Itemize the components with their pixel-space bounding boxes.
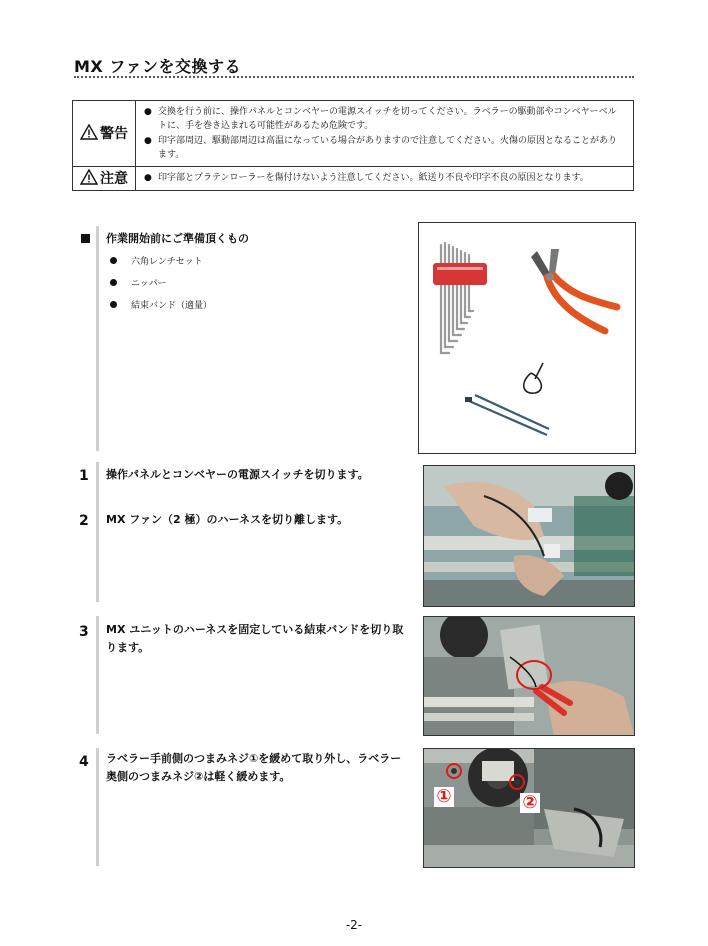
callout-2: ② — [520, 793, 540, 813]
page-number: -2- — [345, 918, 363, 932]
caution-label-cell — [73, 167, 136, 191]
bullet-icon — [110, 301, 117, 308]
page-title: MX ファンを交換する — [74, 57, 242, 76]
warning-table — [72, 100, 634, 191]
bullet-icon — [110, 279, 117, 286]
warning-label: 警告 — [100, 126, 128, 142]
bullet-icon: ● — [144, 136, 152, 146]
step-text: MX ファン（2 極）のハーネスを切り離します。 — [106, 513, 349, 526]
section-bar — [96, 462, 99, 602]
step-number: 1 — [79, 468, 89, 484]
section-bar — [96, 616, 99, 734]
step-text: MX ユニットのハーネスを固定している結束バンドを切り取ります。 — [106, 623, 404, 654]
caution-content — [136, 167, 634, 191]
step-number: 2 — [79, 513, 89, 529]
tool-item: ニッパー — [110, 276, 167, 289]
caution-label: 注意 — [100, 171, 128, 187]
warning-item: ● 交換を行う前に、操作パネルとコンベヤーの電源スイッチを切ってください。ラベラーの駆動部やコンベヤーベルトに、手を巻き込まれる可能性があるため危険です。 — [144, 107, 617, 131]
bullet-icon — [110, 257, 117, 264]
cable-tie-icon — [465, 363, 549, 435]
warning-content — [136, 101, 634, 167]
warning-item: ● 印字部周辺、駆動部周辺は高温になっている場合がありますので注意してください。火傷の原因となることがあります。 — [144, 136, 618, 160]
caution-row — [73, 167, 634, 191]
tools-image — [418, 222, 636, 454]
hex-key-set-icon — [433, 243, 487, 353]
bullet-icon: ● — [144, 173, 152, 183]
caution-item: ● 印字部とプラテンローラーを傷付けないよう注意してください。紙送り不良や印字不良の原因となります。 — [144, 173, 589, 183]
step-3-photo — [423, 616, 635, 736]
warning-row — [73, 101, 634, 167]
callout-1: ① — [434, 787, 454, 807]
section-square-icon — [81, 234, 90, 243]
tool-item: 結束バンド（適量） — [110, 298, 212, 311]
tool-item: 六角レンチセット — [110, 254, 203, 267]
nipper-icon — [531, 249, 617, 331]
bullet-icon: ● — [144, 107, 152, 117]
caution-triangle-icon — [80, 169, 98, 189]
step-number: 4 — [79, 754, 89, 770]
warning-triangle-icon — [80, 124, 98, 144]
title-divider — [74, 76, 634, 78]
step-number: 3 — [79, 624, 89, 640]
section-bar — [96, 748, 99, 866]
step-4-photo — [423, 748, 635, 868]
step-text: ラベラー手前側のつまみネジ①を緩めて取り外し、ラベラー奥側のつまみネジ②は軽く緩めます。 — [106, 752, 402, 783]
preparation-title: 作業開始前にご準備頂くもの — [106, 232, 249, 245]
warning-label-cell — [73, 101, 136, 167]
step-2-photo — [423, 465, 635, 607]
step-text: 操作パネルとコンベヤーの電源スイッチを切ります。 — [106, 468, 369, 481]
section-bar — [96, 226, 99, 451]
